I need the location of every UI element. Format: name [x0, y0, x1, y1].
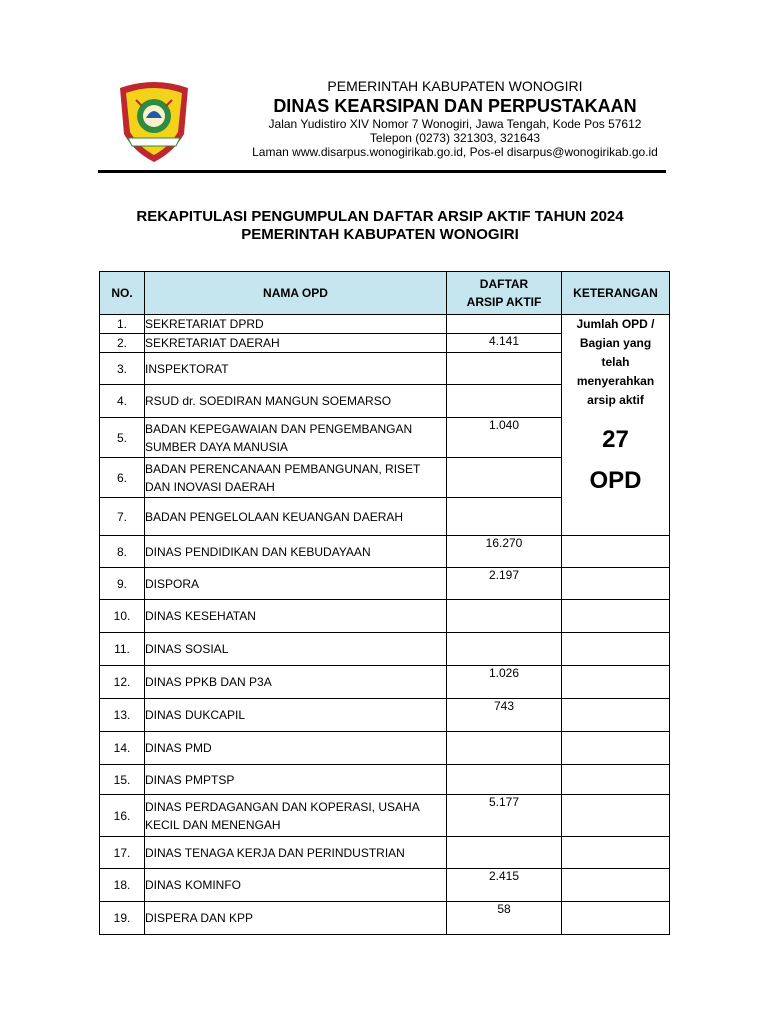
active-archive-count: 1.040: [447, 418, 562, 458]
opd-name: DISPERA DAN KPP: [145, 902, 447, 935]
row-number: 2.: [100, 334, 145, 353]
opd-name: DINAS SOSIAL: [145, 633, 447, 666]
row-number: 13.: [100, 699, 145, 732]
keterangan-cell: [562, 536, 670, 568]
row-number: 17.: [100, 837, 145, 869]
active-archive-count: [447, 732, 562, 765]
table-row: [100, 600, 670, 633]
wonogiri-regency-emblem-icon: [116, 78, 192, 164]
keterangan-cell: [562, 568, 670, 600]
summary-text: Jumlah OPD / Bagian yang telah menyerahkan arsip aktif: [576, 317, 655, 407]
agency-address: Jalan Yudistiro XIV Nomor 7 Wonogiri, Jawa Tengah, Kode Pos 57612: [268, 117, 642, 131]
active-archive-count: [447, 353, 562, 385]
opd-name: DINAS PENDIDIKAN DAN KEBUDAYAAN: [145, 536, 447, 568]
active-archive-count: 5.177: [447, 795, 562, 837]
active-archive-count: 2.415: [447, 869, 562, 902]
keterangan-cell: [562, 795, 670, 837]
government-name: PEMERINTAH KABUPATEN WONOGIRI: [327, 78, 583, 94]
row-number: 12.: [100, 666, 145, 699]
opd-name: BADAN KEPEGAWAIAN DAN PENGEMBANGAN SUMBER DAYA MANUSIA: [145, 418, 447, 458]
row-number: 7.: [100, 498, 145, 536]
document-title: [60, 208, 700, 244]
active-archive-count: [447, 765, 562, 795]
opd-name: DINAS PERDAGANGAN DAN KOPERASI, USAHA KECIL DAN MENENGAH: [145, 795, 447, 837]
active-archive-count: [447, 315, 562, 334]
agency-web-email: Laman www.disarpus.wonogirikab.go.id, Pos-el disarpus@wonogirikab.go.id: [252, 145, 658, 159]
row-number: 1.: [100, 315, 145, 334]
table-row: [100, 633, 670, 666]
opd-name: DINAS PMPTSP: [145, 765, 447, 795]
keterangan-cell: [562, 666, 670, 699]
active-archive-count: [447, 458, 562, 498]
row-number: 5.: [100, 418, 145, 458]
keterangan-summary: [562, 315, 670, 536]
document-title-line-2: PEMERINTAH KABUPATEN WONOGIRI: [241, 226, 519, 243]
table-row: [100, 315, 670, 334]
active-archive-count: 743: [447, 699, 562, 732]
row-number: 18.: [100, 869, 145, 902]
opd-name: SEKRETARIAT DAERAH: [145, 334, 447, 353]
document-title-line-1: REKAPITULASI PENGUMPULAN DAFTAR ARSIP AKTIF TAHUN 2024: [136, 208, 624, 225]
row-number: 14.: [100, 732, 145, 765]
opd-name: DINAS TENAGA KERJA DAN PERINDUSTRIAN: [145, 837, 447, 869]
opd-name: RSUD dr. SOEDIRAN MANGUN SOEMARSO: [145, 385, 447, 418]
col-header-daftar-arsip-aktif-label: DAFTAR ARSIP AKTIF: [466, 277, 542, 309]
opd-name: DINAS PPKB DAN P3A: [145, 666, 447, 699]
row-number: 11.: [100, 633, 145, 666]
table-row: [100, 568, 670, 600]
active-archive-count: [447, 633, 562, 666]
opd-name: DISPORA: [145, 568, 447, 600]
keterangan-cell: [562, 732, 670, 765]
active-archive-count: [447, 385, 562, 418]
opd-name: BADAN PENGELOLAAN KEUANGAN DAERAH: [145, 498, 447, 536]
row-number: 15.: [100, 765, 145, 795]
table-row: [100, 837, 670, 869]
col-header-nama-opd: NAMA OPD: [145, 272, 447, 315]
keterangan-cell: [562, 837, 670, 869]
row-number: 3.: [100, 353, 145, 385]
row-number: 6.: [100, 458, 145, 498]
row-number: 16.: [100, 795, 145, 837]
summary-unit: OPD: [589, 467, 642, 494]
table-row: [100, 732, 670, 765]
active-archive-count: [447, 600, 562, 633]
row-number: 8.: [100, 536, 145, 568]
keterangan-cell: [562, 699, 670, 732]
keterangan-cell: [562, 600, 670, 633]
row-number: 9.: [100, 568, 145, 600]
active-archive-count: 2.197: [447, 568, 562, 600]
active-archive-count: [447, 837, 562, 869]
keterangan-cell: [562, 765, 670, 795]
row-number: 19.: [100, 902, 145, 935]
table-header-row: [100, 272, 670, 315]
opd-name: DINAS PMD: [145, 732, 447, 765]
active-archive-count: 4.141: [447, 334, 562, 353]
summary-count: 27: [602, 426, 629, 453]
opd-name: DINAS DUKCAPIL: [145, 699, 447, 732]
opd-name: DINAS KESEHATAN: [145, 600, 447, 633]
table-row: [100, 902, 670, 935]
row-number: 10.: [100, 600, 145, 633]
active-archive-count: 16.270: [447, 536, 562, 568]
col-header-no: NO.: [100, 272, 145, 315]
regency-logo: [116, 78, 192, 164]
active-archive-count: [447, 498, 562, 536]
table-row: [100, 699, 670, 732]
opd-name: INSPEKTORAT: [145, 353, 447, 385]
col-header-keterangan: KETERANGAN: [562, 272, 670, 315]
row-number: 4.: [100, 385, 145, 418]
keterangan-cell: [562, 902, 670, 935]
letterhead-divider: [98, 170, 666, 173]
agency-name: DINAS KEARSIPAN DAN PERPUSTAKAAN: [273, 96, 637, 116]
table-row: [100, 869, 670, 902]
letterhead: [200, 78, 710, 159]
recap-table: [99, 271, 670, 935]
table-row: [100, 666, 670, 699]
agency-phone: Telepon (0273) 321303, 321643: [369, 131, 541, 145]
opd-name: SEKRETARIAT DPRD: [145, 315, 447, 334]
opd-name: DINAS KOMINFO: [145, 869, 447, 902]
active-archive-count: 58: [447, 902, 562, 935]
table-row: [100, 765, 670, 795]
col-header-daftar-arsip-aktif: [447, 272, 562, 315]
keterangan-cell: [562, 869, 670, 902]
table-row: [100, 795, 670, 837]
active-archive-count: 1.026: [447, 666, 562, 699]
opd-name: BADAN PERENCANAAN PEMBANGUNAN, RISET DAN INOVASI DAERAH: [145, 458, 447, 498]
table-row: [100, 536, 670, 568]
keterangan-cell: [562, 633, 670, 666]
